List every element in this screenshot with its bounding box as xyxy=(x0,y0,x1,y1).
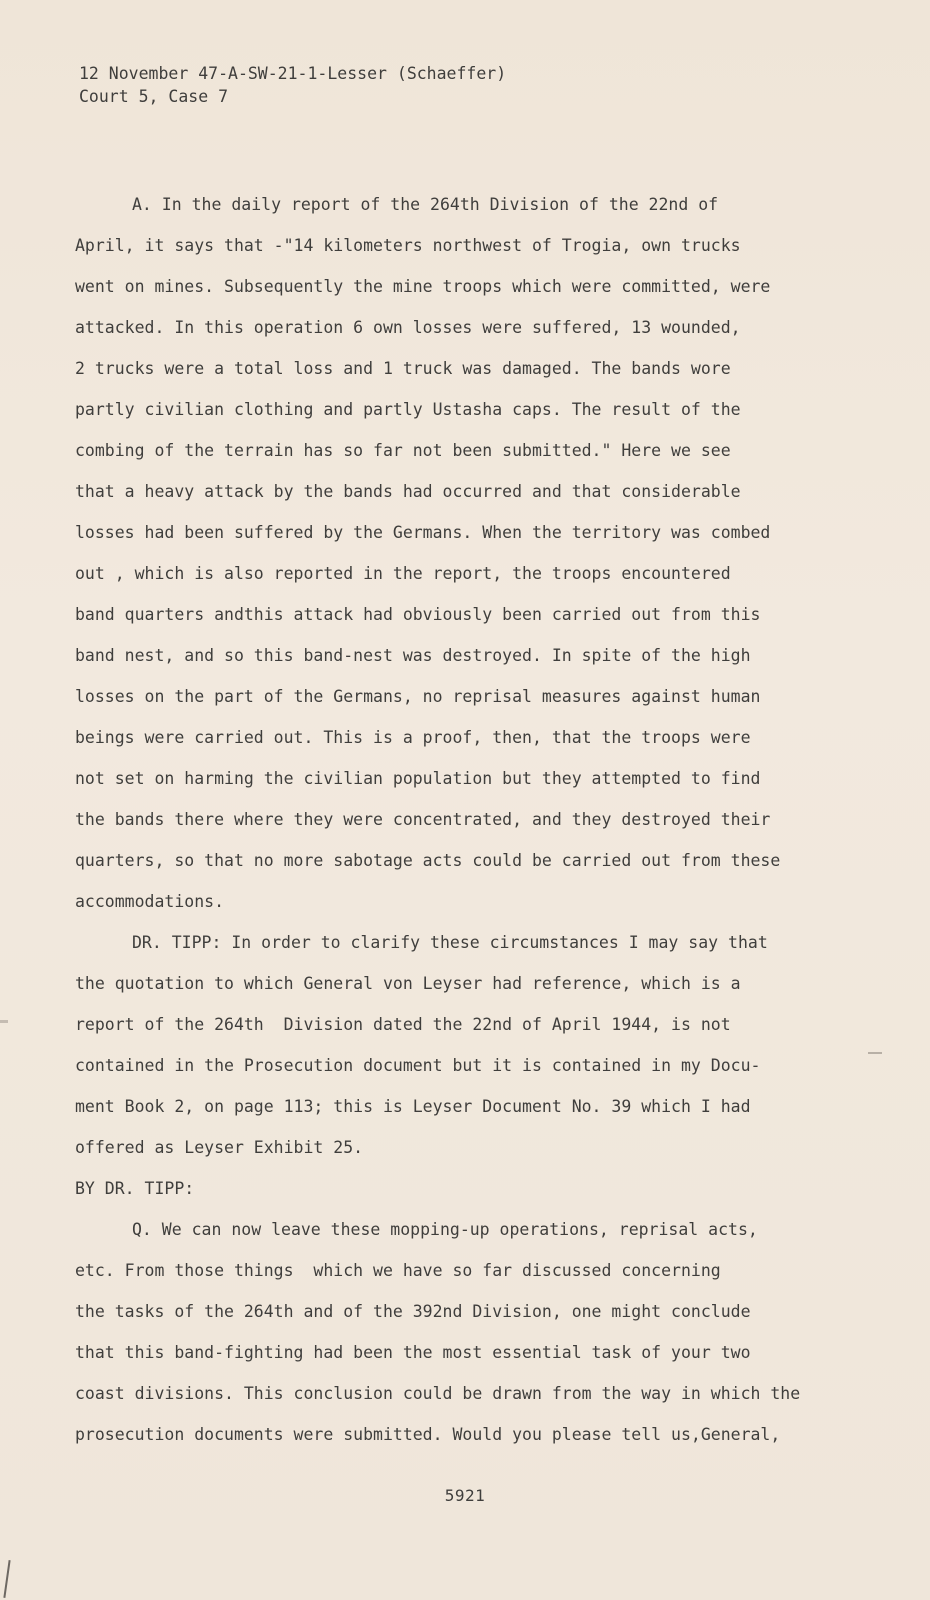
text-line: partly civilian clothing and partly Ustasha caps. The result of the xyxy=(75,400,741,419)
text-line: band quarters andthis attack had obviously been carried out from this xyxy=(75,605,761,624)
text-line: losses on the part of the Germans, no reprisal measures against human xyxy=(75,687,761,706)
text-line: went on mines. Subsequently the mine troops which were committed, were xyxy=(75,277,771,296)
text-line: 2 trucks were a total loss and 1 truck was damaged. The bands wore xyxy=(75,359,731,378)
text-line: etc. From those things which we have so far discussed concerning xyxy=(75,1261,721,1280)
text-line: the tasks of the 264th and of the 392nd Division, one might conclude xyxy=(75,1302,751,1321)
text-line: the quotation to which General von Leyser had reference, which is a xyxy=(75,974,741,993)
text-line: out , which is also reported in the report, the troops encountered xyxy=(75,564,731,583)
text-line: A. In the daily report of the 264th Division of the 22nd of xyxy=(132,195,719,214)
text-line: prosecution documents were submitted. Would you please tell us,General, xyxy=(75,1425,781,1444)
question-paragraph xyxy=(75,1209,855,1455)
header-line-1: 12 November 47-A-SW-21-1-Lesser (Schaeffer) xyxy=(79,64,507,83)
text-line: that a heavy attack by the bands had occurred and that considerable xyxy=(75,482,741,501)
text-line: not set on harming the civilian population but they attempted to find xyxy=(75,769,761,788)
answer-paragraph xyxy=(75,184,855,922)
text-line: Q. We can now leave these mopping-up operations, reprisal acts, xyxy=(132,1220,758,1239)
text-line: combing of the terrain has so far not been submitted." Here we see xyxy=(75,441,731,460)
transcript-body xyxy=(75,184,855,1455)
text-line: BY DR. TIPP: xyxy=(75,1179,195,1198)
text-line: accommodations. xyxy=(75,892,225,911)
text-line: coast divisions. This conclusion could be drawn from the way in which the xyxy=(75,1384,801,1403)
text-line: offered as Leyser Exhibit 25. xyxy=(75,1138,364,1157)
margin-mark xyxy=(868,1052,882,1054)
text-line: that this band-fighting had been the most essential task of your two xyxy=(75,1343,751,1362)
header-line-2: Court 5, Case 7 xyxy=(79,87,229,106)
text-line: DR. TIPP: In order to clarify these circumstances I may say that xyxy=(132,933,768,952)
text-line: attacked. In this operation 6 own losses were suffered, 13 wounded, xyxy=(75,318,741,337)
counsel-statement-paragraph xyxy=(75,922,855,1168)
document-header xyxy=(79,62,506,108)
text-line: losses had been suffered by the Germans. When the territory was combed xyxy=(75,523,771,542)
pencil-mark xyxy=(3,1560,10,1598)
examiner-heading xyxy=(75,1168,855,1209)
text-line: the bands there where they were concentrated, and they destroyed their xyxy=(75,810,771,829)
edge-mark xyxy=(0,1020,8,1023)
text-line: ment Book 2, on page 113; this is Leyser Document No. 39 which I had xyxy=(75,1097,751,1116)
text-line: band nest, and so this band-nest was destroyed. In spite of the high xyxy=(75,646,751,665)
text-line: April, it says that -"14 kilometers northwest of Trogia, own trucks xyxy=(75,236,741,255)
text-line: report of the 264th Division dated the 22nd of April 1944, is not xyxy=(75,1015,731,1034)
text-line: beings were carried out. This is a proof, then, that the troops were xyxy=(75,728,751,747)
text-line: contained in the Prosecution document but it is contained in my Docu- xyxy=(75,1056,761,1075)
text-line: quarters, so that no more sabotage acts could be carried out from these xyxy=(75,851,781,870)
page-number: 5921 xyxy=(444,1486,486,1505)
